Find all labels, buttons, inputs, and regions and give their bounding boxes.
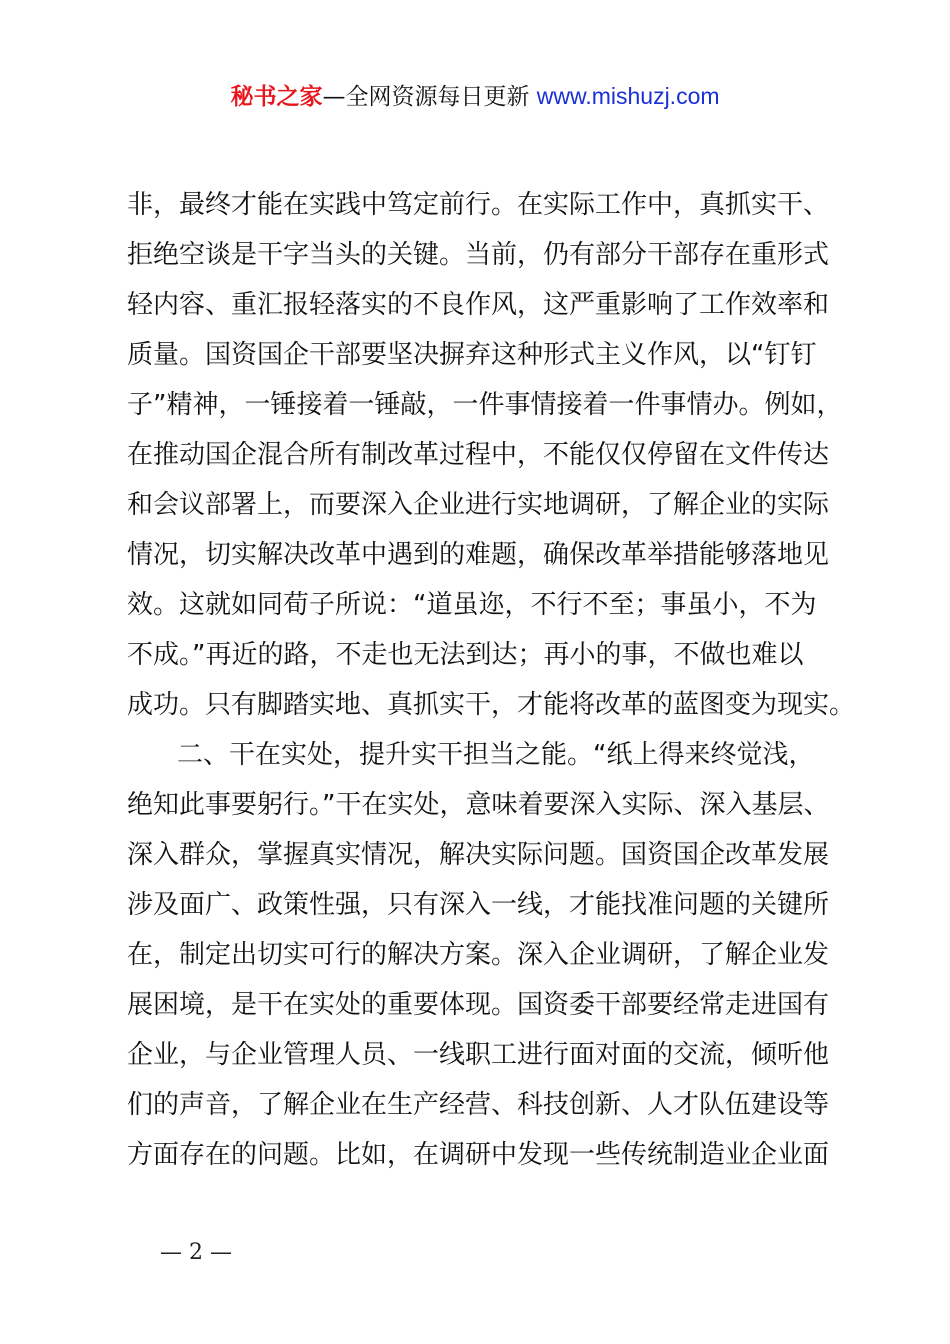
section-heading-line: 二、干在实处，提升实干担当之能。“纸上得来终觉浅， xyxy=(177,740,815,770)
text-line: 质量。国资国企干部要坚决摒弃这种形式主义作风，以“钉钉 xyxy=(127,340,817,370)
text-line: 在推动国企混合所有制改革过程中，不能仅仅停留在文件传达 xyxy=(127,440,830,470)
website-link[interactable]: www.mishuzj.com xyxy=(536,83,720,109)
page-header xyxy=(0,80,950,113)
text-line: 深入群众，掌握真实情况，解决实际问题。国资国企改革发展 xyxy=(127,840,830,870)
text-line: 成功。只有脚踏实地、真抓实干，才能将改革的蓝图变为现实。 xyxy=(127,690,856,720)
text-line: 轻内容、重汇报轻落实的不良作风，这严重影响了工作效率和 xyxy=(127,290,830,320)
text-line: 绝知此事要躬行。”干在实处，意味着要深入实际、深入基层、 xyxy=(127,790,830,820)
document-body xyxy=(127,180,856,1180)
text-line: 子”精神，一锤接着一锤敲，一件事情接着一件事情办。例如， xyxy=(127,390,843,420)
text-line: 企业，与企业管理人员、一线职工进行面对面的交流，倾听他 xyxy=(127,1040,830,1070)
text-line: 们的声音，了解企业在生产经营、科技创新、人才队伍建设等 xyxy=(127,1090,830,1120)
text-line: 不成。”再近的路，不走也无法到达；再小的事，不做也难以 xyxy=(127,640,804,670)
text-line: 展困境，是干在实处的重要体现。国资委干部要经常走进国有 xyxy=(127,990,830,1020)
text-line: 方面存在的问题。比如，在调研中发现一些传统制造业企业面 xyxy=(127,1140,830,1170)
text-line: 拒绝空谈是干字当头的关键。当前，仍有部分干部存在重形式 xyxy=(127,240,830,270)
text-line: 非，最终才能在实践中笃定前行。在实际工作中，真抓实干、 xyxy=(127,190,830,220)
header-tagline: —全网资源每日更新 xyxy=(322,84,537,110)
text-line: 效。这就如同荀子所说：“道虽迩，不行不至；事虽小，不为 xyxy=(127,590,817,620)
brand-name: 秘书之家 xyxy=(230,84,323,110)
page-number: — 2 — xyxy=(160,1240,232,1265)
text-line: 在，制定出切实可行的解决方案。深入企业调研，了解企业发 xyxy=(127,940,830,970)
text-line: 和会议部署上，而要深入企业进行实地调研，了解企业的实际 xyxy=(127,490,830,520)
text-line: 情况，切实解决改革中遇到的难题，确保改革举措能够落地见 xyxy=(127,540,830,570)
text-line: 涉及面广、政策性强，只有深入一线，才能找准问题的关键所 xyxy=(127,890,830,920)
